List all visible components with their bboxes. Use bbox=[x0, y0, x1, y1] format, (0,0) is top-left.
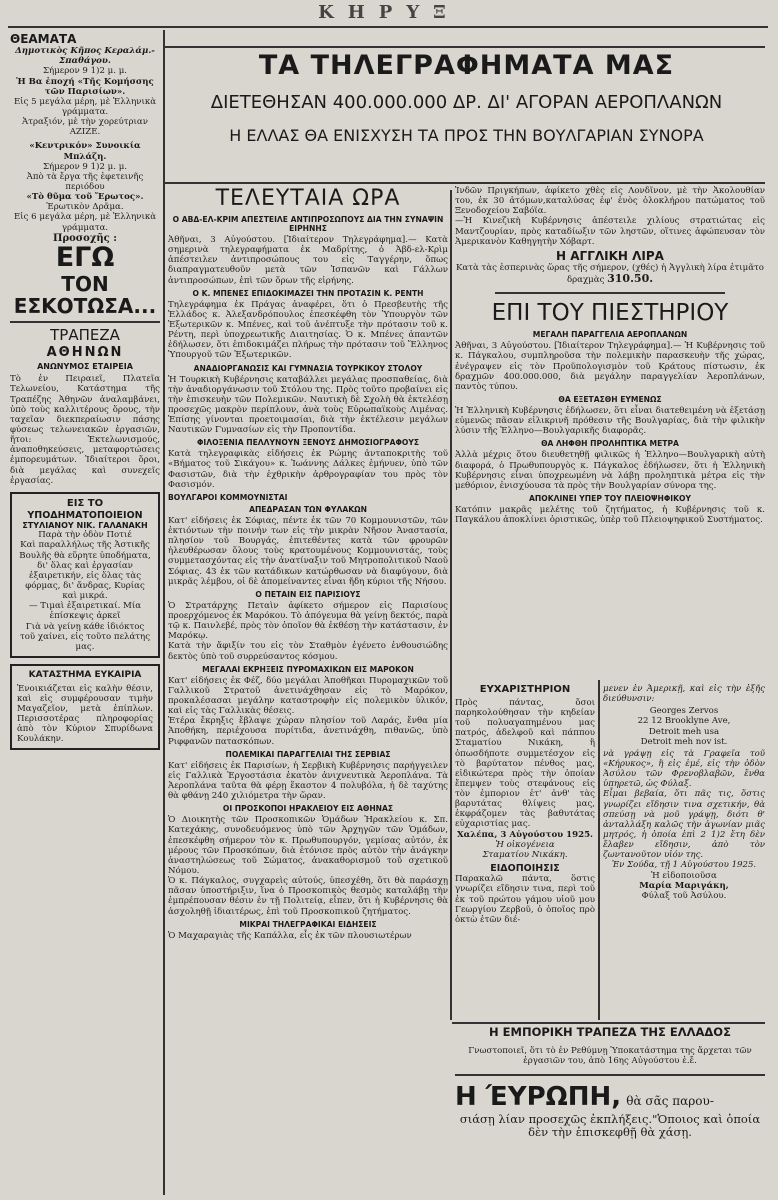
news-text-9b: Ὁ κ. Πάγκαλος, συγχαρεὶς αὐτούς, ὑπεσχέθη, ὅτι θὰ παράσχῃ πᾶσαν ὑποστήριξιν, ἵνα ὁ Προσκοπικὸς θεσμὸς καταλάβῃ τὴν ἐμπρέπουσαν θέσιν ἐν τῇ Πολιτείᾳ, εἶπεν, ὅτι ἡ Κυβέρνησις θὰ ἀσχοληθῇ ἰδιαιτέρως, ἐπὶ τοῦ Προσκοπικοῦ ζητήματος. bbox=[168, 876, 448, 917]
news-text-4: Κατὰ τηλεγραφικὰς εἰδήσεις ἐκ Ρώμης ἀνταποκριτὴς τοῦ «Βήματος τοῦ Σικάγου» κ. Ἰωάννης Δάλκες ἐμήνυεν, ὑπὸ τῶν Φασιστῶν, διὰ τὴν ἐχθρικὴν ἀρθρογραφίαν του πρὸς τὸν Φασισμόν. bbox=[168, 449, 448, 490]
address-line-2: 22 12 Brooklyne Ave, bbox=[637, 716, 731, 727]
news-text-7: Κατ' εἰδήσεις ἐκ Φέζ, δύο μεγάλαι Ἀποθῆκαι Πυρομαχικῶν τοῦ Γαλλικοῦ Στρατοῦ ἀνετινάχθησαν εἰς τὸ Μαρόκον, προκαλέσασαι μεγάλην καταστροφὴν εἰς πολεμικὸν ὑλικόν, καὶ εἰς τὰς Γαλλικὰς θέσεις. bbox=[168, 675, 448, 717]
thanks-column bbox=[455, 684, 595, 1019]
thanks-title: ΕΥΧΑΡΙΣΤΗΡΙΟΝ bbox=[479, 684, 571, 695]
headline-top-rule bbox=[165, 46, 765, 48]
main-headlines bbox=[168, 50, 765, 180]
theater2-works: Ἀπὸ τὰ ἔργα τῆς ἐφετεινῆς περιόδου bbox=[26, 171, 144, 192]
right-heading-4: ΑΠΟΚΛΙΝΕΙ ΥΠΕΡ ΤΟΥ ΠΛΕΙΟΨΗΦΙΚΟΥ bbox=[529, 493, 691, 503]
news-heading-7: ΜΕΓΑΛΑΙ ΕΚΡΗΞΕΙΣ ΠΥΡΟΜΑΧΙΚΩΝ ΕΙΣ ΜΑΡΟΚΟΝ bbox=[202, 664, 414, 674]
shoe-closing: Γιὰ νὰ γείνῃ κάθε ἰδιόκτος τοῦ χαίνει, εἰς τοῦτο πελάτης μας. bbox=[19, 621, 151, 652]
news-heading-10: ΜΙΚΡΑΙ ΤΗΛΕΓΡΑΦΙΚΑΙ ΕΙΔΗΣΕΙΣ bbox=[239, 919, 377, 929]
right-column bbox=[455, 186, 765, 678]
news-heading-4: ΦΙΛΟΞΕΝΙΑ ΠΕΛΛΥΝΟΥΝ ΞΕΝΟΥΣ ΔΗΜΟΣΙΟΓΡΑΦΟΥΣ bbox=[196, 438, 420, 448]
big-title-line1: ΕΓΩ bbox=[55, 242, 115, 274]
news-text-6: Ὁ Στρατάρχης Πεταὶν ἀφίκετο σήμερον εἰς Παρισίους προερχόμενος ἐκ Μαρόκου. Τὸ ἀπόγευμα θὰ γείνῃ δεκτός, παρὰ τῷ κ. Παινλεβέ, πρὸς τὸν ὁποῖον θὰ ἐκθέσῃ τὴν κατάστασιν, ἐν Μαρόκῳ. bbox=[168, 600, 448, 642]
right-text-0b: —Ἡ Κινεζικὴ Κυβέρνησις ἀπέστειλε χιλίους στρατιώτας εἰς Μαντζουρίαν, πρὸς καταδίωξιν τῶν ληστῶν, οἵτινες ἀφώπευσαν τὸν Ἀμερικανὸν Καθηγητὴν Χόβαρτ. bbox=[455, 216, 765, 247]
notice-date: Ἐν Σούδα, τῇ 1 Αὐγούστου 1925. bbox=[611, 860, 757, 871]
pound-title: Η ΑΓΓΛΙΚΗ ΛΙΡΑ bbox=[556, 248, 664, 263]
theater2-play: «Τὸ θῦμα τοῦ Ἔρωτος». bbox=[26, 192, 144, 203]
main-subheadline-2: Η ΕΛΛΑΣ ΘΑ ΕΝΙΣΧΥΣΗ ΤΑ ΠΡΟΣ ΤΗΝ ΒΟΥΛΓΑΡΙΑΝ ΣΥΝΟΡΑ bbox=[229, 126, 704, 146]
notice-text: Παρακαλῶ πάντα, ὅστις γνωρίζει εἴδησιν τινα, περὶ τοῦ ἐκ τοῦ πρώτου γάμου υἱοῦ μου Γεωργίου Ζερβοῦ, ὁ ὁποῖος πρὸ ὀκτὼ ἐτῶν διέ- bbox=[455, 874, 595, 925]
right-heading-2: ΘΑ ΕΞΕΤΑΣΘΗ ΕΥΜΕΝΩΣ bbox=[558, 394, 662, 404]
headline-bottom-rule bbox=[165, 182, 765, 184]
news-text-5: Κατ' εἰδήσεις ἐκ Σόφιας, πέντε ἐκ τῶν 70 Κομμουνιστῶν, τῶν ἐκτιόντων τὴν ποινήν των εἰς τὴν μικρὰν Νῆσον Ἀναστασία, πλησίον τοῦ Βουργάς, ἐπιτεθέντες κατὰ τῶν φρουρῶν ἠλευθέρωσαν ὅλους τοὺς κρατουμένους Κομμουνιστάς, τοὺς συμμετασχόντας εἰς τὴν ἀνατίναξιν τοῦ Μητροπολιτικοῦ Ναοῦ Σόφιας. 43 ἐκ τῶν κατάδικων κατώρθωσαν νὰ διαφύγουν, διὰ μικρᾶς λέμβου, οἱ δὲ ἀπομείναντες εἶναι ἤδη κύριοι τῆς Νήσου. bbox=[168, 515, 448, 587]
thanks-family: Ἡ οἰκογένεια bbox=[495, 839, 555, 850]
thanks-date: Χαλέπα, 3 Αὐγούστου 1925. bbox=[456, 829, 594, 840]
pound-text-label: Κατὰ τὰς ἑσπερινὰς ὥρας τῆς σήμερον, (χθές) ἡ Ἀγγλικὴ λίρα ἐτιμᾶτο δραχμὰς bbox=[456, 263, 764, 286]
notice-cont-1: μενεν ἐν Ἀμερικῇ, καὶ εἰς τὴν ἑξῆς διεύθυνσιν: bbox=[603, 684, 765, 705]
right-text-2: Ἡ Ἑλληνικὴ Κυβέρνησις ἐδήλωσεν, ὅτι εἶναι διατεθειμένη νὰ ἐξετάσῃ εὐμενῶς πᾶσαν εἰλικρινῆ πρόθεσιν τῆς Βουλγαρίας, διὰ τὴν φιλικὴν λύσιν τῆς Ἑλληνο—Βουλγαρικῆς διαφορᾶς. bbox=[455, 405, 765, 437]
shop-title: ΚΑΤΑΣΤΗΜΑ ΕΥΚΑΙΡΙΑ bbox=[28, 669, 142, 680]
column-rule-left bbox=[163, 30, 165, 1195]
shoe-ad bbox=[10, 492, 160, 658]
masthead: ΚΗΡΥΞ bbox=[318, 2, 460, 23]
notice-signature-2: Μαρία Μαριγάκη, bbox=[639, 880, 729, 891]
europe-ad-header bbox=[455, 1082, 765, 1113]
news-text-9: Ὁ Διοικητὴς τῶν Προσκοπικῶν Ὁμάδων Ἡρακλείου κ. Σπ. Κατεχάκης, συνοδευόμενος ὑπὸ τῶν Ἀρχηγῶν τῶν Ὁμάδων, ἐπεσκέφθη σήμερον τὸν κ. Πρωθυπουργόν, γεμίσας αὐτόν, ἐκ μέρους τῶν Προσκόπων, διὰ ἐτόνισε πρὸς αὐτὸν τὴν ἀνάγκην ἀναστηλώσεως τοῦ Σώματος, ἀνακαθορισμοῦ τοῦ σχετικοῦ Νόμου. bbox=[168, 815, 448, 876]
right-heading-3: ΘΑ ΛΗΦΘΗ ΠΡΟΛΗΠΤΙΚΑ ΜΕΤΡΑ bbox=[541, 439, 679, 449]
left-column bbox=[10, 32, 160, 1197]
right-text-1: Ἀθῆναι, 3 Αὐγούστου. [Ἰδιαίτερον Τηλεγράφημα].— Ἡ Κυβέρνησις τοῦ κ. Πάγκαλου, συμπληροῦσα τὴν πολεμικὴν παρασκευὴν τῆς χώρας, ἐνέγραψεν εἰς τὸν Προϋπολογισμὸν τοῦ Κράτους πίστωσιν, ἐκ δραχμῶν 400.000.000, διὰ μεγάλην παραγγελίαν Ἀεροπλάνων, παντὸς τύπου. bbox=[455, 341, 765, 392]
column-rule-right bbox=[598, 680, 600, 1020]
europe-ad-small: θὰ σᾶς παρου- bbox=[626, 1093, 714, 1108]
shop-ad bbox=[10, 664, 160, 750]
news-text-10: Ὁ Μαχαραγιὰς τῆς Καπάλλα, εἷς ἐκ τῶν πλουσιωτέρων bbox=[168, 930, 412, 941]
europe-ad-text: σιάσῃ λίαν προσεχῶς ἐκπλήξεις."Ὁποιος καὶ ὁποία δὲν τὴν ἐπισκεφθῇ θὰ χάσῃ. bbox=[459, 1111, 761, 1140]
news-text-8: Κατ' εἰδήσεις ἐκ Παρισίων, ἡ Σερβικὴ Κυβέρνησις παρήγγειλεν εἰς Γαλλικὰ Ἐργοστάσια ἑκατὸν ἀνιχνευτικὰ Ἀεροπλάνα. Τὰ Ἀεροπλάνα ταῦτα θὰ φέρῃ ἕκαστον 4 πολυβόλα, ἡ δὲ ταχύτης θὰ φθάνῃ 240 χιλιόμετρα τὴν ὥραν. bbox=[168, 760, 448, 802]
news-text-1: Ἀθῆναι, 3 Αὐγούστου. [Ἰδιαίτερον Τηλεγράφημα].— Κατὰ σημερινὰ τηλεγραφήματα ἐκ Μαδρίτης, ὁ Ἀβδ-ελ-Κρὶμ ἀπέστειλεν ἀντιπροσώπους του εἰς Ταγγέρην, ὅπως διαπραγματευθοῦν μετὰ τῶν Ἱσπανῶν καὶ Γάλλων ἀντιπροσώπων, ἐπὶ τῶν ὅρων τῆς εἰρήνης. bbox=[168, 234, 448, 286]
news-heading-8: ΠΟΛΕΜΙΚΑΙ ΠΑΡΑΓΓΕΛΙΑΙ ΤΗΣ ΣΕΡΒΙΑΣ bbox=[225, 749, 391, 759]
commercial-bank-text: Γνωστοποιεῖ, ὅτι τὸ ἐν Ρεθύμνῃ Ὑποκατάστημα της ἄρχεται τῶν ἐργασιῶν του, ἀπὸ 16ης Αὐγούστου ἐ.ἔ. bbox=[468, 1045, 752, 1066]
shop-text: Ἐνοικιάζεται εἰς καλὴν θέσιν, καὶ εἰς συμφέρουσαν τιμὴν Μαγαζεῖον, μετὰ ἐπίπλων. Περισσοτέρας πληροφορίας ἀπὸ τὸν Κύριον Σπυρίδωνα Κουλάκην. bbox=[17, 683, 153, 745]
news-text-2: Τηλεγράφημα ἐκ Πράγας ἀναφέρει, ὅτι ὁ Πρεσβευτὴς τῆς Ἑλλάδος κ. Ἀλεξανδρόπουλος ἐπεσκέφθη τὸν Ὑπουργὸν τῶν Ἐξωτερικῶν κ. Μπένες, καὶ τοῦ ἀνέπτυξε τὴν πρότασιν τοῦ κ. Ρέντη, περὶ ὑποχρεωτικῆς Διαιτησίας. Ὁ κ. Μπένες ἀπαντῶν ἐδήλωσεν, ὅτι ἐπιδοκιμάζει πλήρως τὴν πρότασιν τοῦ Ἕλληνος Ὑπουργοῦ τῶν Ἐξωτερικῶν. bbox=[168, 299, 448, 361]
thanks-text: Πρὸς πάντας, ὅσοι παρηκολούθησαν τὴν κηδείαν τοῦ πολυαγαπημένου μας πατρός, ἀδελφοῦ καὶ πάππου Σταματίου Νικάκη, ἢ ὁπωσδήποτε συμμετέσχον εἰς τὸ βαρύτατον πένθος μας, εἰδικώτερα πρὸς τὴν ὁποίαν ἔπεμψεν τοὺς στεφάνους εἰς τὸν ἐμποριον ἐτ' ἀνθ' τὰς βαρυτάτας θλίψεις μας, ἐκφράζομεν τὰς βαθυτάτας εὐχαριστίας μας. bbox=[455, 697, 595, 830]
attention-label: Προσοχῆς : bbox=[53, 232, 117, 244]
notice-signature-1: Ἡ εἰδοποιοῦσα bbox=[651, 870, 717, 881]
top-rule bbox=[8, 26, 768, 28]
shoe-text: Καὶ παραλλήλως τῆς Ἀστικῆς Βουλῆς θὰ εὕρητε ὑποδήματα, δι' ὅλας καὶ ἐργασίαν ἐξαιρετικήν, εἰς ὅλας τὰς φόρμας, δι' ἄνδρας, Κυρίας καὶ μικρά. bbox=[19, 540, 151, 602]
main-subheadline-1: ΔΙΕΤΕΘΗΣΑΝ 400.000.000 ΔΡ. ΔΙ' ΑΓΟΡΑΝ ΑΕΡΟΠΛΑΝΩΝ bbox=[210, 91, 723, 113]
pound-text bbox=[455, 263, 765, 286]
bottom-right-ads bbox=[455, 1026, 765, 1196]
shoe-title-1: ΕΙΣ ΤΟ bbox=[66, 497, 104, 509]
last-hour-title: ΤΕΛΕΥΤΑΙΑ ΩΡΑ bbox=[215, 186, 401, 211]
column-rule-middle bbox=[450, 190, 452, 1020]
theater1-acts: Εἰς 5 μεγάλα μέρη, μὲ Ἑλληνικὰ γράμματα. bbox=[13, 96, 156, 117]
theater1-extra: Ἀτραξιόν, μὲ τὴν χορεύτριαν AZIZE. bbox=[22, 117, 148, 138]
europe-ad-title: Η ΈΥΡΩΠΗ, bbox=[455, 1081, 622, 1112]
right-text-0: Ἰνδῶν Πριγκήπων, ἀφίκετο χθὲς εἰς Λονδῖνον, μὲ τὴν Ἀκολουθίαν του, ἐκ 30 ἀτόμων,καταλύσας ἐφ' ἑνὸς ὁλοκλήρου πατώματος τοῦ Ξενοδοχείου Σαβόϊα. bbox=[455, 186, 765, 217]
commercial-bank-title: Η ΕΜΠΟΡΙΚΗ ΤΡΑΠΕΖΑ ΤΗΣ ΕΛΛΑΔΟΣ bbox=[489, 1026, 731, 1039]
bank-title-2: ΑΘΗΝΩΝ bbox=[46, 344, 124, 360]
big-title-line2: ΤΟΝ ΕΣΚΟΤΩΣΑ... bbox=[13, 271, 157, 318]
news-heading-2: Ο Κ. ΜΠΕΝΕΣ ΕΠΙΔΟΚΙΜΑΖΕΙ ΤΗΝ ΠΡΟΤΑΣΙΝ Κ. ΡΕΝΤΗ bbox=[192, 288, 424, 298]
notice-title: ΕΙΔΟΠΟΙΗΣΙΣ bbox=[490, 863, 560, 875]
theater2-name: «Κεντρικόν» Συνοικία Μπλάζη. bbox=[29, 141, 141, 162]
pound-value: 310.50. bbox=[607, 272, 654, 286]
theater1-name: Δημοτικὸς Κῆπος Κεραλάμ.-Σπαθάγου. bbox=[15, 46, 155, 67]
notice-cont-3: Εἶμαι βεβαία, ὅτι πᾶς τις, ὅστις γνωρίζει εἴδησιν τινα σχετικήν, θὰ σπεύσῃ νὰ μοῦ γράψῃ, διότι θ' ἀνταλλάξη καλῶς τὴν ἀγωνίαν μιᾶς μητρός, ἡ ὁποία ἐπὶ 2 1)2 ἔτη δὲν ἔλαβεν εἴδησιν, ἀπὸ τὸν ζωντανοῦτον υἱόν της. bbox=[603, 789, 765, 861]
address-line-3: Detroit meh usa bbox=[648, 726, 720, 737]
news-heading-6: Ο ΠΕΤΑΙΝ ΕΙΣ ΠΑΡΙΣΙΟΥΣ bbox=[255, 589, 361, 599]
theater2-acts: Εἰς 6 μεγάλα μέρη, μὲ Ἑλληνικὰ γράμματα. bbox=[13, 212, 156, 233]
thanks-name: Σταματίου Νικάκη. bbox=[482, 849, 568, 860]
shoe-title-2: ΥΠΟΔΗΜΑΤΟΠΟΙΕΙΟΝ bbox=[27, 509, 143, 521]
right-text-3: Ἀλλὰ μέχρις ὅτου διευθετηθῇ φιλικῶς ἡ Ἑλληνο—Βουλγαρικὴ αὐτὴ διαφορά, ὁ Πρωθυπουργὸς κ. Πάγκαλος ἐδήλωσεν, ὅτι ἡ Ἑλληνικὴ Κυβέρνησις εἶναι ὑποχρεωμένη νὰ λάβῃ προληπτικὰ μέτρα εἰς τὴν μεθόριον, ἐνισχύουσα τὰ πρὸς τὴν Βουλγαρίαν σύνορα της. bbox=[455, 450, 765, 491]
bottom-ad-rule bbox=[452, 1022, 765, 1024]
middle-column bbox=[168, 186, 448, 1196]
address-line-1: Georges Zervos bbox=[649, 706, 719, 717]
news-text-6b: Κατὰ τὴν ἄφιξίν του εἰς τὸν Σταθμὸν ἐγένετο ἐνθουσιώδης δεκτὸς ὑπὸ τοῦ συρρεύσαντος κόσμου. bbox=[168, 641, 448, 662]
bank-subtitle: ΑΝΩΝΥΜΟΣ ΕΤΑΙΡΕΙΑ bbox=[37, 361, 133, 371]
news-heading-1: Ο ΑΒΔ-ΕΛ-ΚΡΙΜ ΑΠΕΣΤΕΙΛΕ ΑΝΤΙΠΡΟΣΩΠΟΥΣ ΔΙΑ ΤΗΝ ΣΥΝΑΨΙΝ ΕΙΡΗΝΗΣ bbox=[172, 214, 444, 233]
notice-signature-3: Φύλαξ τοῦ Ἀσύλου. bbox=[641, 890, 727, 901]
theater1-play: Ἡ Βα ἐποχή «Τῆς Κομήσσης τῶν Παρισίων». bbox=[16, 76, 154, 97]
shoe-prices: — Τιμαὶ ἐξαιρετικαί. Μία ἐπίσκεψις ἀρκεῖ bbox=[28, 601, 142, 622]
shoe-address: Παρὰ τὴν ὁδὸν Ποτιέ bbox=[38, 530, 132, 541]
right-text-4: Κατόπιν μακρᾶς μελέτης τοῦ ζητήματος, ἡ Κυβέρνησις τοῦ κ. Παγκάλου ἀποκλίνει ὁριστικῶς, ὑπὲρ τοῦ Πλειοψηφικοῦ Συστήματος. bbox=[455, 504, 765, 526]
news-heading-9: ΟΙ ΠΡΟΣΚΟΠΟΙ ΗΡΑΚΛΕΙΟΥ ΕΙΣ ΑΘΗΝΑΣ bbox=[222, 804, 394, 814]
theater2-time: Σήμερον 9 1)2 μ. μ. bbox=[42, 161, 128, 172]
theater1-time: Σήμερον 9 1)2 μ. μ. bbox=[42, 66, 128, 77]
news-heading-5: ΒΟΥΛΓΑΡΟΙ ΚΟΜΜΟΥΝΙΣΤΑΙ bbox=[168, 492, 288, 502]
main-headline: ΤΑ ΤΗΛΕΓΡΑΦΗΜΑΤΑ ΜΑΣ bbox=[258, 50, 675, 81]
theaters-title: ΘΕΑΜΑΤΑ bbox=[10, 32, 77, 46]
theater2-sub: Ἐρωτικὸν Δρᾶμα. bbox=[46, 202, 124, 213]
bank-text: Τὸ ἐν Πειραιεῖ, Πλατεῖα Τελωνείου, Κατάστημα τῆς Τραπέζης Ἀθηνῶν ἀναλαμβάνει, ὑπὸ τοὺς καλλιτέρους ὅρους, τὴν ταχεῖαν διεκπεραίωσιν πάσης φύσεως τελωνειακῶν ἐργασιῶν, ἤτοι: Ἐκτελωνισμούς, ἀναποθηκεύσεις, μεταφορτώσεις ἐμπορευμάτων. Ἰδιαίτεροι ὅροι, διὰ μεγάλας καὶ συνεχεῖς ἐργασίας. bbox=[10, 374, 160, 486]
news-text-7b: Ἑτέρα ἔκρηξις ἔβλαψε χώραν πλησίον τοῦ Λαράς, ἔνθα μία Ἀποθήκη, περιέχουσα πυρίτιδα, ἀνετινάχθη, πιθανῶς, ὑπὸ Ριφφανῶν πατασκόπων. bbox=[168, 716, 448, 747]
news-text-3: Ἡ Τουρκικὴ Κυβέρνησις καταβάλλει μεγάλας προσπαθείας, διὰ τὴν ἀναδιοργάνωσιν τοῦ Στόλου της. Πρὸς τοῦτο προβαίνει εἰς τὴν ἐπισκευὴν τῶν Πολεμικῶν. Ναυτικὴ δὲ Σχολὴ θὰ ἐκτελέσῃ προσεχῶς μακρὸν περίπλουν, ἀνὰ τοὺς Εὐρωπαϊκοὺς Λιμένας. Ἐπίσης γίνονται προετοιμασίαι, διὰ τὴν ἐκτέλεσιν μεγάλων Ναυτικῶν Γυμνασίων εἰς τὴν Προποντίδα. bbox=[168, 374, 448, 436]
notice-cont-2: νὰ γράψῃ εἰς τὰ Γραφεῖα τοῦ «Κήρυκος», ἢ εἰς ἐμέ, εἰς τὴν ὁδὸν Ἀσύλου τῶν Φρενοβλαβῶν, ἔνθα ὑπηρετῶ, ὡς Φύλαξ. bbox=[603, 748, 765, 790]
address-line-4: Detroit meh nov ist. bbox=[640, 736, 728, 747]
press-title: ΕΠΙ ΤΟΥ ΠΙΕΣΤΗΡΙΟΥ bbox=[491, 300, 729, 327]
news-heading-3: ΑΝΑΔΙΟΡΓΑΝΩΣΙΣ ΚΑΙ ΓΥΜΝΑΣΙΑ ΤΟΥΡΚΙΚΟΥ ΣΤΟΛΟΥ bbox=[193, 363, 423, 373]
right-heading-1: ΜΕΓΑΛΗ ΠΑΡΑΓΓΕΛΙΑ ΑΕΡΟΠΛΑΝΩΝ bbox=[532, 330, 688, 340]
notice-continuation-column bbox=[603, 684, 765, 1019]
bank-title-1: ΤΡΑΠΕΖΑ bbox=[50, 325, 120, 344]
shoe-title-3: ΣΤΥΛΙΑΝΟΥ ΝΙΚ. ΓΑΛΑΝΑΚΗ bbox=[22, 520, 148, 530]
news-heading-5b: ΑΠΕΔΡΑΣΑΝ ΤΩΝ ΦΥΛΑΚΩΝ bbox=[249, 504, 367, 514]
